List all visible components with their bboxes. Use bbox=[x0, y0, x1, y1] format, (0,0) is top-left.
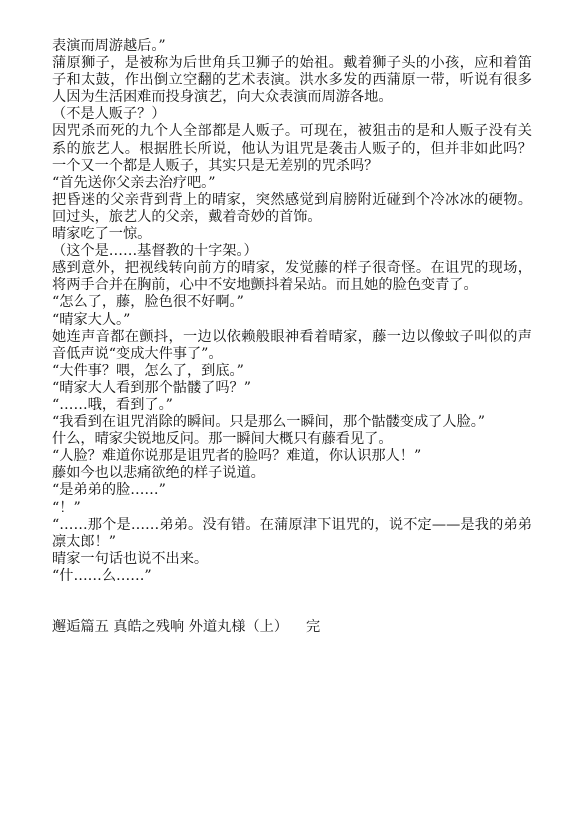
paragraph: “首先送你父亲去治疗吧。” bbox=[52, 174, 216, 191]
paragraph: “我看到在诅咒消除的瞬间。只是那么一瞬间，那个骷髅变成了人脸。” bbox=[52, 414, 486, 431]
paragraph: “人脸？难道你说那是诅咒者的脸吗？难道，你认识那人！” bbox=[52, 448, 422, 465]
paragraph: （这个是……基督教的十字架。） bbox=[52, 243, 258, 260]
paragraph: 什么，晴家尖锐地反问。那一瞬间大概只有藤看见了。 bbox=[52, 431, 393, 448]
paragraph: 蒲原狮子，是被称为后世角兵卫狮子的始祖。戴着狮子头的小孩，应和着笛子和太鼓，作出倒立空翻的艺术表演。洪水多发的西蒲原一带，听说有很多人因为生活困难而投身演艺，向大众表演而周游各地。 bbox=[52, 55, 532, 106]
paragraph: 晴家吃了一惊。 bbox=[52, 226, 152, 243]
paragraph: “！” bbox=[52, 499, 81, 516]
paragraph: “……哦，看到了。” bbox=[52, 396, 173, 413]
paragraph: 感到意外，把视线转向前方的晴家，发觉藤的样子很奇怪。在诅咒的现场，将两手合并在胸前，心中不安地颤抖着呆站。而且她的脸色变青了。 bbox=[52, 260, 532, 294]
paragraph: “晴家大人。” bbox=[52, 311, 131, 328]
paragraph: 因咒杀而死的九个人全部都是人贩子。可现在，被狙击的是和人贩子没有关系的旅艺人。根据胜长所说，他认为诅咒是袭击人贩子的，但并非如此吗？一个又一个都是人贩子，其实只是无差别的咒杀吗？ bbox=[52, 123, 532, 174]
paragraph: 表演而周游越后。” bbox=[52, 38, 166, 54]
paragraph: “是弟弟的脸……” bbox=[52, 482, 166, 499]
paragraph: “什……么……” bbox=[52, 567, 152, 584]
paragraph: 晴家一句话也说不出来。 bbox=[52, 550, 209, 567]
paragraph: 把昏迷的父亲背到背上的晴家，突然感觉到肩膀附近碰到个冷冰冰的硬物。回过头，旅艺人的父亲，戴着奇妙的首饰。 bbox=[52, 191, 532, 225]
chapter-end-line: 邂逅篇五 真皓之残响 外道丸様（上） 完 bbox=[52, 619, 321, 635]
paragraph: （不是人贩子？） bbox=[52, 106, 166, 123]
paragraph: “大件事？喂，怎么了，到底。” bbox=[52, 362, 244, 379]
paragraph: “……那个是……弟弟。没有错。在蒲原津下诅咒的，说不定——是我的弟弟凛太郎！” bbox=[52, 516, 532, 550]
paragraph: “怎么了，藤，脸色很不好啊。” bbox=[52, 294, 244, 311]
document-page bbox=[52, 38, 532, 636]
paragraph: 她连声音都在颤抖，一边以依赖般眼神看着晴家，藤一边以像蚊子叫似的声音低声说“变成大件事了”。 bbox=[52, 328, 532, 362]
paragraph: “晴家大人看到那个骷髅了吗？” bbox=[52, 379, 251, 396]
paragraph: 藤如今也以悲痛欲绝的样子说道。 bbox=[52, 465, 265, 482]
